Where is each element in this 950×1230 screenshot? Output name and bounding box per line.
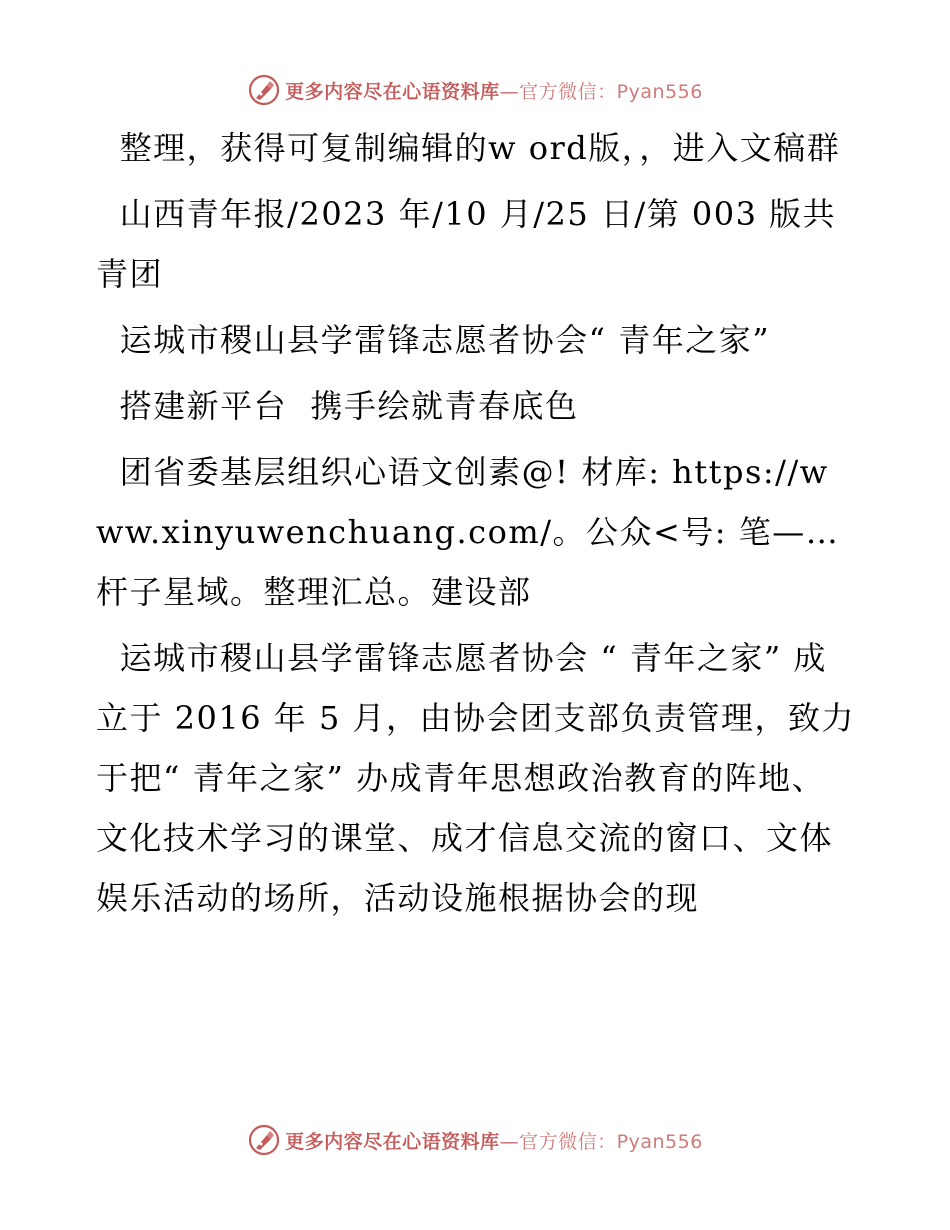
watermark-dash: —: [499, 1130, 520, 1153]
watermark-wechat-text: 官方微信：Pyan556: [519, 80, 703, 103]
header-watermark: [0, 70, 950, 110]
watermark-text: [285, 1127, 703, 1154]
watermark-group: [247, 1123, 703, 1157]
watermark-wechat-text: 官方微信：Pyan556: [519, 1130, 703, 1153]
paragraph-source-note: 团省委基层组织心语文创素@! 材库: https://www.xinyuwenchuang.com/。公众<号: 笔—…杆子星域。整理汇总。建设部: [96, 453, 840, 611]
paragraph-body: 运城市稷山县学雷锋志愿者协会 “ 青年之家” 成立于 2016 年 5 月，由协会团支部负责管理，致力于把“ 青年之家” 办成青年思想政治教育的阵地、文化技术学习的课堂、成才信息交流的窗口、文体娱乐活动的场所，活动设施根据协会的现: [96, 639, 855, 917]
paragraph-source-line: 山西青年报/2023 年/10 月/25 日/第 003 版共青团: [96, 195, 837, 293]
watermark-main-text: 更多内容尽在心语资料库: [285, 80, 500, 103]
watermark-text: [285, 77, 703, 104]
pen-nib-logo-icon: [247, 73, 281, 107]
pen-nib-logo-icon: [247, 1123, 281, 1157]
footer-watermark: [0, 1120, 950, 1160]
watermark-main-text: 更多内容尽在心语资料库: [285, 1130, 500, 1153]
watermark-group: [247, 73, 703, 107]
watermark-dash: —: [499, 80, 520, 103]
paragraph-headline: 运城市稷山县学雷锋志愿者协会“ 青年之家”: [108, 321, 771, 359]
paragraph-intro: 整理，获得可复制编辑的w ord版，，进入文稿群: [108, 129, 841, 167]
document-body: [96, 118, 856, 928]
paragraph-subheadline: 搭建新平台 携手绘就青春底色: [108, 387, 579, 425]
